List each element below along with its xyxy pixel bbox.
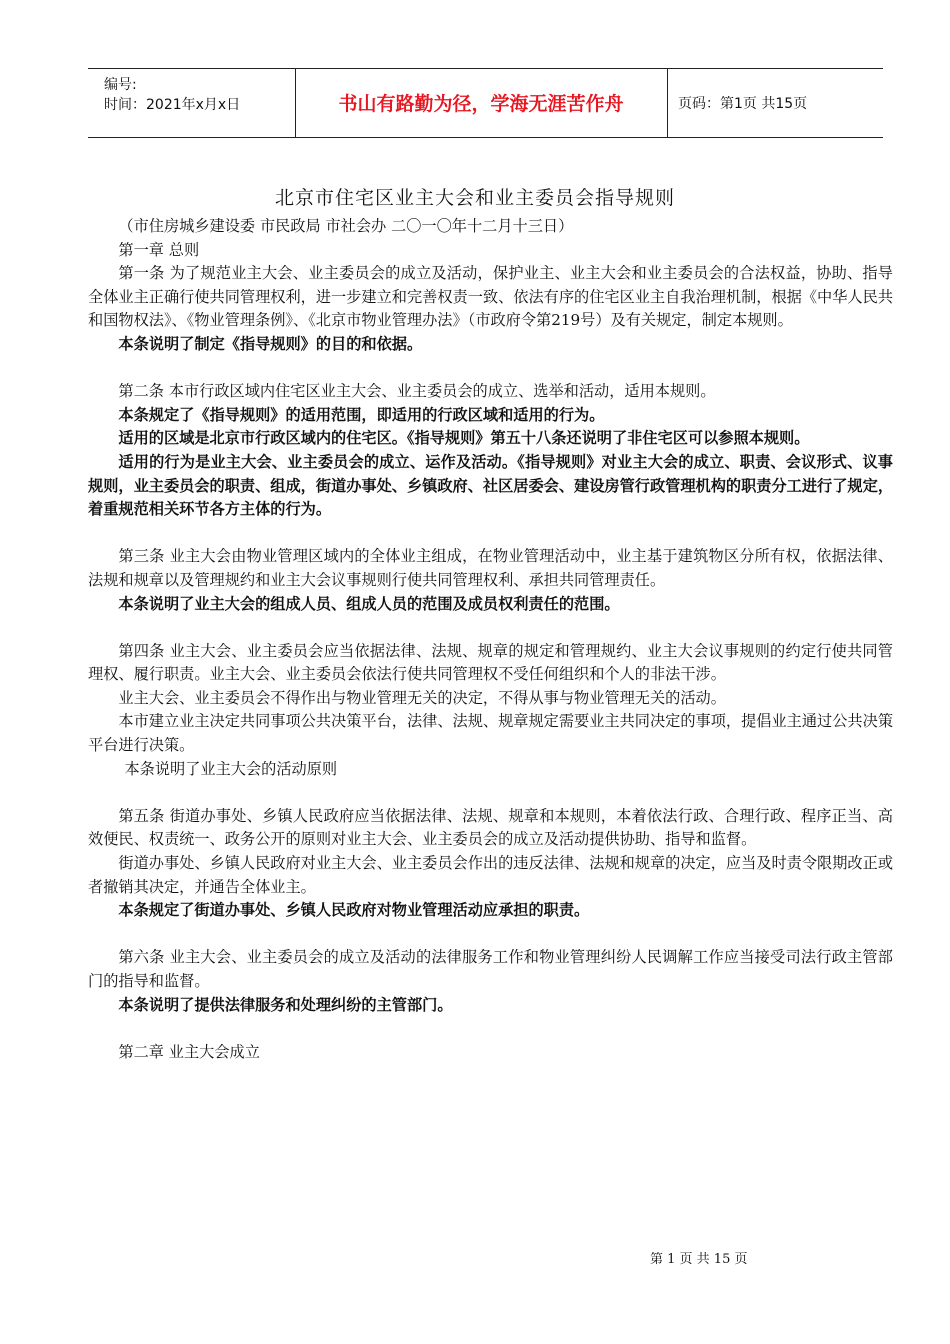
document-paragraph: 第四条 业主大会、业主委员会应当依据法律、法规、规章的规定和管理规约、业主大会议事规则的约定行使共同管理权、履行职责。业主大会、业主委员会依法行使共同管理权不受任何组织和个人的非法干涉。 [88,641,893,684]
document-paragraph: 业主大会、业主委员会不得作出与物业管理无关的决定，不得从事与物业管理无关的活动。 [118,688,726,707]
header-number-label: 编号: [104,77,137,93]
document-paragraph: 第五条 街道办事处、乡镇人民政府应当依据法律、法规、规章和本规则，本着依法行政、合理行政、程序正当、高效便民、权责统一、政务公开的原则对业主大会、业主委员会的成立及活动提供协助、指导和监督。 [88,806,893,849]
document-paragraph: 适用的行为是业主大会、业主委员会的成立、运作及活动。《指导规则》对业主大会的成立、职责、会议形式、议事规则，业主委员会的职责、组成，街道办事处、乡镇政府、社区居委会、建设房管行政管理机构的职责分工进行了规定，着重规范相关环节各方主体的行为。 [88,452,893,519]
document-paragraph: 街道办事处、乡镇人民政府对业主大会、业主委员会作出的违反法律、法规和规章的决定，应当及时责令限期改正或者撤销其决定，并通告全体业主。 [88,854,893,896]
document-paragraph: 适用的区域是北京市行政区域内的住宅区。《指导规则》第五十八条还说明了非住宅区可以参照本规则。 [118,429,810,448]
header-divider-right [667,69,668,137]
paragraph-spacer [88,616,893,640]
page-header [88,68,883,138]
document-paragraph: 第三条 业主大会由物业管理区域内的全体业主组成，在物业管理活动中，业主基于建筑物区分所有权，依据法律、法规和规章以及管理规约和业主大会议事规则行使共同管理权利、承担共同管理责任。 [88,547,893,589]
document-body [88,215,893,1064]
document-paragraph: 本条规定了街道办事处、乡镇人民政府对物业管理活动应承担的职责。 [118,901,590,920]
paragraph-spacer [88,357,893,381]
paragraph-spacer [88,923,893,947]
header-time-label: 时间：2021年x月x日 [104,97,241,113]
document-paragraph: 本条说明了业主大会的活动原则 [124,759,338,778]
document-paragraph: 本市建立业主决定共同事项公共决策平台，法律、法规、规章规定需要业主共同决定的事项，提倡业主通过公共决策平台进行决策。 [88,712,893,755]
document-paragraph: 第一条 为了规范业主大会、业主委员会的成立及活动，保护业主、业主大会和业主委员会的合法权益，协助、指导全体业主正确行使共同管理权利，进一步建立和完善权责一致、依法有序的住宅区业主自我治理机制，根据《中华人民共和国物权法》、《物业管理条例》、《北京市物业管理办法》（市政府令第219号）及有关规定，制定本规则。 [88,264,893,330]
header-meta [104,75,240,115]
document-paragraph: 第六条 业主大会、业主委员会的成立及活动的法律服务工作和物业管理纠纷人民调解工作应当接受司法行政主管部门的指导和监督。 [88,948,893,990]
page-footer: 第 1 页 共 15 页 [650,1252,748,1267]
header-page-label: 页码：第1页 共15页 [678,96,808,112]
document-paragraph: 本条说明了制定《指导规则》的目的和依据。 [118,334,423,353]
paragraph-spacer [88,1017,893,1041]
document-paragraph: 本条规定了《指导规则》的适用范围，即适用的行政区域和适用的行为。 [118,405,605,424]
document-paragraph: 第二条 本市行政区域内住宅区业主大会、业主委员会的成立、选举和活动，适用本规则。 [118,382,716,401]
document-paragraph: （市住房城乡建设委 市民政局 市社会办 二〇一〇年十二月十三日） [118,217,574,235]
document-paragraph: 本条说明了业主大会的组成人员、组成人员的范围及成员权利责任的范围。 [118,594,620,613]
document-paragraph: 第一章 总则 [118,240,200,259]
paragraph-spacer [88,781,893,805]
document-title: 北京市住宅区业主大会和业主委员会指导规则 [274,187,675,209]
header-motto: 书山有路勤为径，学海无涯苦作舟 [338,93,624,115]
document-paragraph: 本条说明了提供法律服务和处理纠纷的主管部门。 [118,995,453,1014]
document-paragraph: 第二章 业主大会成立 [118,1042,260,1061]
paragraph-spacer [88,522,893,546]
